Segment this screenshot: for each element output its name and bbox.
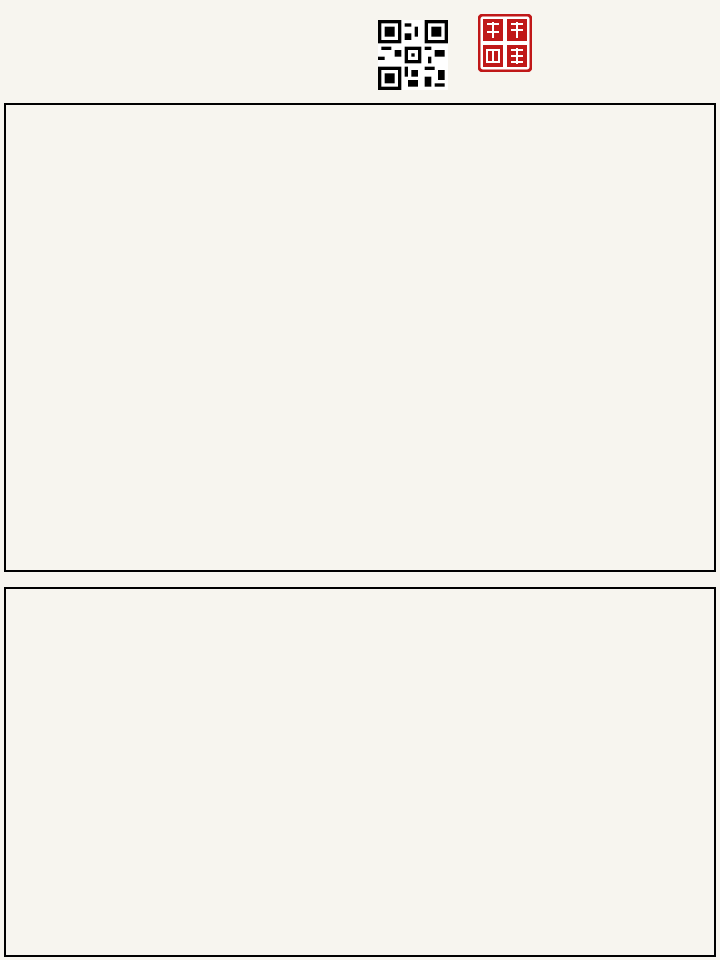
annual-luck-table [4,587,716,957]
chart-grid [4,103,716,572]
red-seal-icon [478,14,532,72]
qr-code-icon [378,20,448,90]
